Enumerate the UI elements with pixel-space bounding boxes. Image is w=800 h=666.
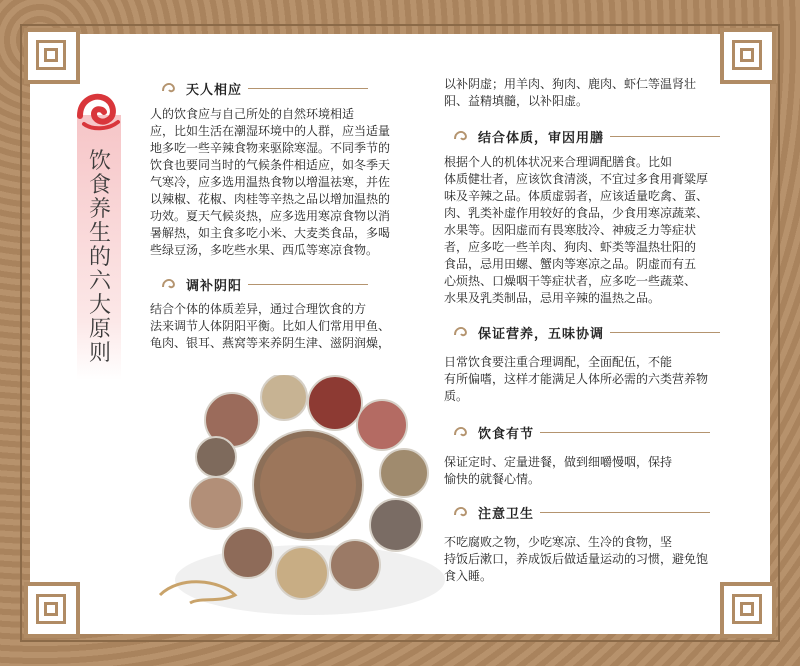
- section-title: 结合体质，审因用膳: [478, 130, 605, 146]
- section-title: 饮食有节: [478, 426, 535, 442]
- cloud-ornament-icon: [160, 79, 178, 97]
- section-rule: [540, 512, 710, 513]
- section-heading-s3: [452, 124, 742, 148]
- section-title: 天人相应: [186, 82, 243, 98]
- corner-ornament-top-left: [24, 28, 80, 84]
- section-title: 调补阴阳: [186, 278, 243, 294]
- cloud-ornament-icon: [452, 127, 470, 145]
- cloud-ornament-icon: [452, 503, 470, 521]
- section-text-s1: 人的饮食应与自己所处的自然环境相适 应，比如生活在潮湿环境中的人群，应当适量 地多吃一些辛辣食物来驱除寒湿。不同季节的 饮食也要同当时的气候条件相适应，如冬季天 气寒冷，应多选用温热食物以增温祛寒，并佐 以辣椒、花椒、肉桂等辛热之品以增加温热的 功效。夏天气候炎热，应多选用寒凉食物以消 暑解热，如主食多吃小米、大麦类食品，多喝 些绿豆汤，多吃些水果、西瓜等寒凉食物。: [150, 107, 391, 257]
- cloud-ornament-icon: [452, 423, 470, 441]
- section-title: 保证营养，五味协调: [478, 326, 605, 342]
- section-text-s2-continued: 以补阴虚；用羊肉、狗肉、鹿肉、虾仁等温肾壮 阳、益精填髓，以补阳虚。: [444, 77, 697, 108]
- section-heading-s1: [160, 76, 410, 100]
- section-heading-s2: [160, 272, 410, 296]
- section-text-s6: 不吃腐败之物，少吃寒凉、生冷的食物，坚 持饭后漱口，养成饭后做适量运动的习惯，避免饱 食入睡。: [444, 535, 709, 583]
- page-title: 饮食养生的六大原则: [88, 149, 111, 366]
- section-rule: [610, 136, 720, 137]
- section-rule: [610, 332, 720, 333]
- section-text-s4: 日常饮食要注重合理调配，全面配伍，不能 有所偏嗜，这样才能满足人体所必需的六类营养物 质。: [444, 355, 709, 403]
- corner-ornament-bottom-right: [720, 582, 776, 638]
- section-rule: [248, 284, 368, 285]
- section-heading-s5: [452, 420, 742, 444]
- cloud-ornament-icon: [74, 86, 124, 131]
- section-title: 注意卫生: [478, 506, 535, 522]
- cloud-ornament-icon: [160, 275, 178, 293]
- section-text-s5: 保证定时、定量进餐，做到细嚼慢咽，保持 愉快的就餐心情。: [444, 455, 673, 486]
- section-text-s3: 根据个人的机体状况来合理调配膳食。比如 体质健壮者，应该饮食清淡，不宜过多食用膏粱厚 味及辛辣之品。体质虚弱者，应该适量吃禽、蛋、 肉、乳类补虚作用较好的食品，少食用寒凉蔬菜、 水果等。因阳虚而有畏寒肢冷、神疲乏力等症状 者，应多吃一些羊肉、狗肉、虾类等温热壮阳的 食品，忌用田螺、蟹肉等寒凉之品。阴虚而有五 心烦热、口燥咽干等症状者，应多吃一些蔬菜、 水果及乳类制品，忌用辛辣的温热之品。: [444, 155, 709, 305]
- cloud-ornament-icon: [452, 323, 470, 341]
- section-rule: [540, 432, 710, 433]
- corner-ornament-bottom-left: [24, 582, 80, 638]
- section-rule: [248, 88, 368, 89]
- section-heading-s4: [452, 320, 742, 344]
- section-heading-s6: [452, 500, 742, 524]
- food-bowls-illustration: [150, 375, 470, 625]
- section-text-s2: 结合个体的体质差异，通过合理饮食的方 法来调节人体阴阳平衡。比如人们常用甲鱼、 龟肉、银耳、燕窝等来养阴生津、滋阴润燥，: [150, 302, 391, 350]
